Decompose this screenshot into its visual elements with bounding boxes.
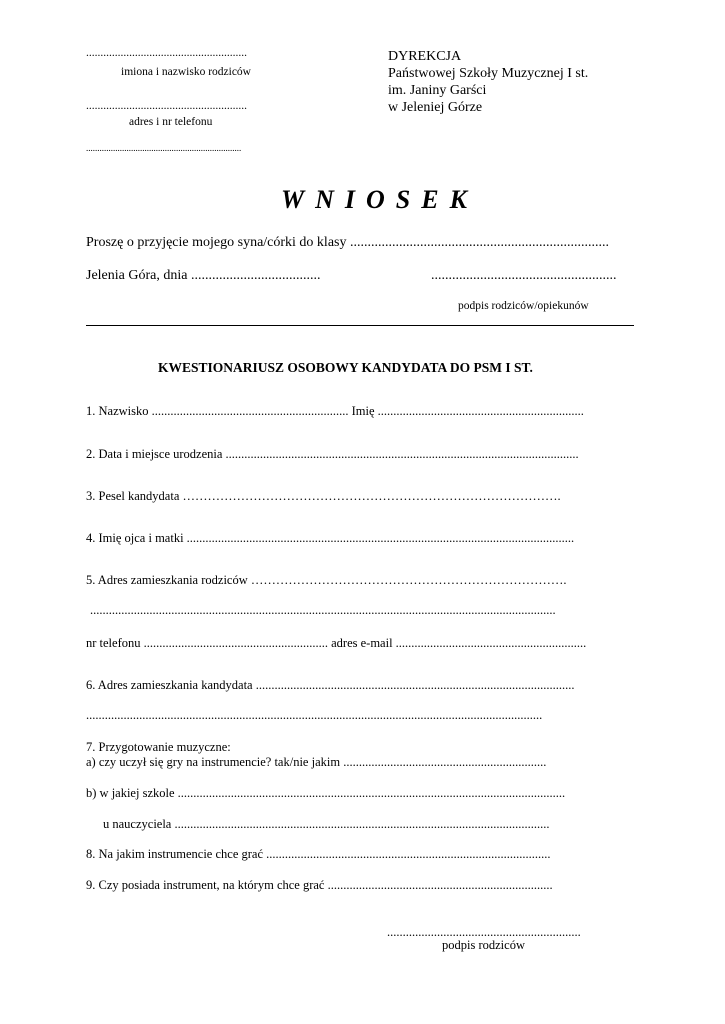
parents-signature-caption: podpis rodziców [442,938,525,952]
parent-names-line[interactable]: ........................................................ [86,47,247,59]
q7b-school[interactable]: b) w jakiej szkole ............................................................................................................................ [86,786,566,800]
q7b-teacher[interactable]: u nauczyciela ........................................................................................................................ [103,817,550,831]
q7a-instrument-experience[interactable]: a) czy uczył się gry na instrumencie? tak/nie jakim ................................................................. [86,755,547,769]
signature-line[interactable]: ..................................................... [431,268,617,283]
request-line[interactable]: Proszę o przyjęcie mojego syna/córki do klasy .......................................................................... [86,235,609,250]
divider [86,325,634,326]
parents-signature-line[interactable]: .............................................................. [387,925,581,939]
recipient-line-3: im. Janiny Garści [388,83,487,98]
q3-pesel[interactable]: 3. Pesel kandydata ………………………………………………………………………………. [86,489,561,503]
q8-desired-instrument[interactable]: 8. Na jakim instrumencie chce grać ........................................................................................... [86,847,551,861]
q2-birth-date-place[interactable]: 2. Data i miejsce urodzenia ................................................................................................................. [86,447,579,461]
address-phone-caption: adres i nr telefonu [129,116,213,128]
recipient-line-2: Państwowej Szkoły Muzycznej I st. [388,66,589,81]
q7-heading: 7. Przygotowanie muzyczne: [86,740,231,754]
address-phone-line[interactable]: ........................................................ [86,100,247,112]
place-date-line[interactable]: Jelenia Góra, dnia ..................................... [86,268,321,283]
extra-line[interactable]: ..................................................................... [86,143,242,153]
recipient-line-1: DYREKCJA [388,49,462,64]
q6-address-continued[interactable]: .................................................................................................................................................. [86,708,543,722]
parent-names-caption: imiona i nazwisko rodziców [121,66,251,78]
q5-parents-address[interactable]: 5. Adres zamieszkania rodziców …………………………………………………………………. [86,573,567,587]
q4-parents-names[interactable]: 4. Imię ojca i matki ............................................................................................................................ [86,531,575,545]
document-title: WNIOSEK [281,185,478,214]
recipient-line-4: w Jeleniej Górze [388,100,483,115]
q5-phone-email[interactable]: nr telefonu ........................................................... adres e-mail ............................................................. [86,636,587,650]
q1-surname-name[interactable]: 1. Nazwisko ............................................................... Imię .................................................................. [86,404,584,418]
q6-candidate-address[interactable]: 6. Adres zamieszkania kandydata ...................................................................................................... [86,678,575,692]
q5-address-continued[interactable]: ..................................................................................................................................................... [90,603,556,617]
signature-caption: podpis rodziców/opiekunów [458,300,589,312]
q9-owns-instrument[interactable]: 9. Czy posiada instrument, na którym chce grać ........................................................................ [86,878,553,892]
questionnaire-heading: KWESTIONARIUSZ OSOBOWY KANDYDATA DO PSM I ST. [158,360,533,375]
